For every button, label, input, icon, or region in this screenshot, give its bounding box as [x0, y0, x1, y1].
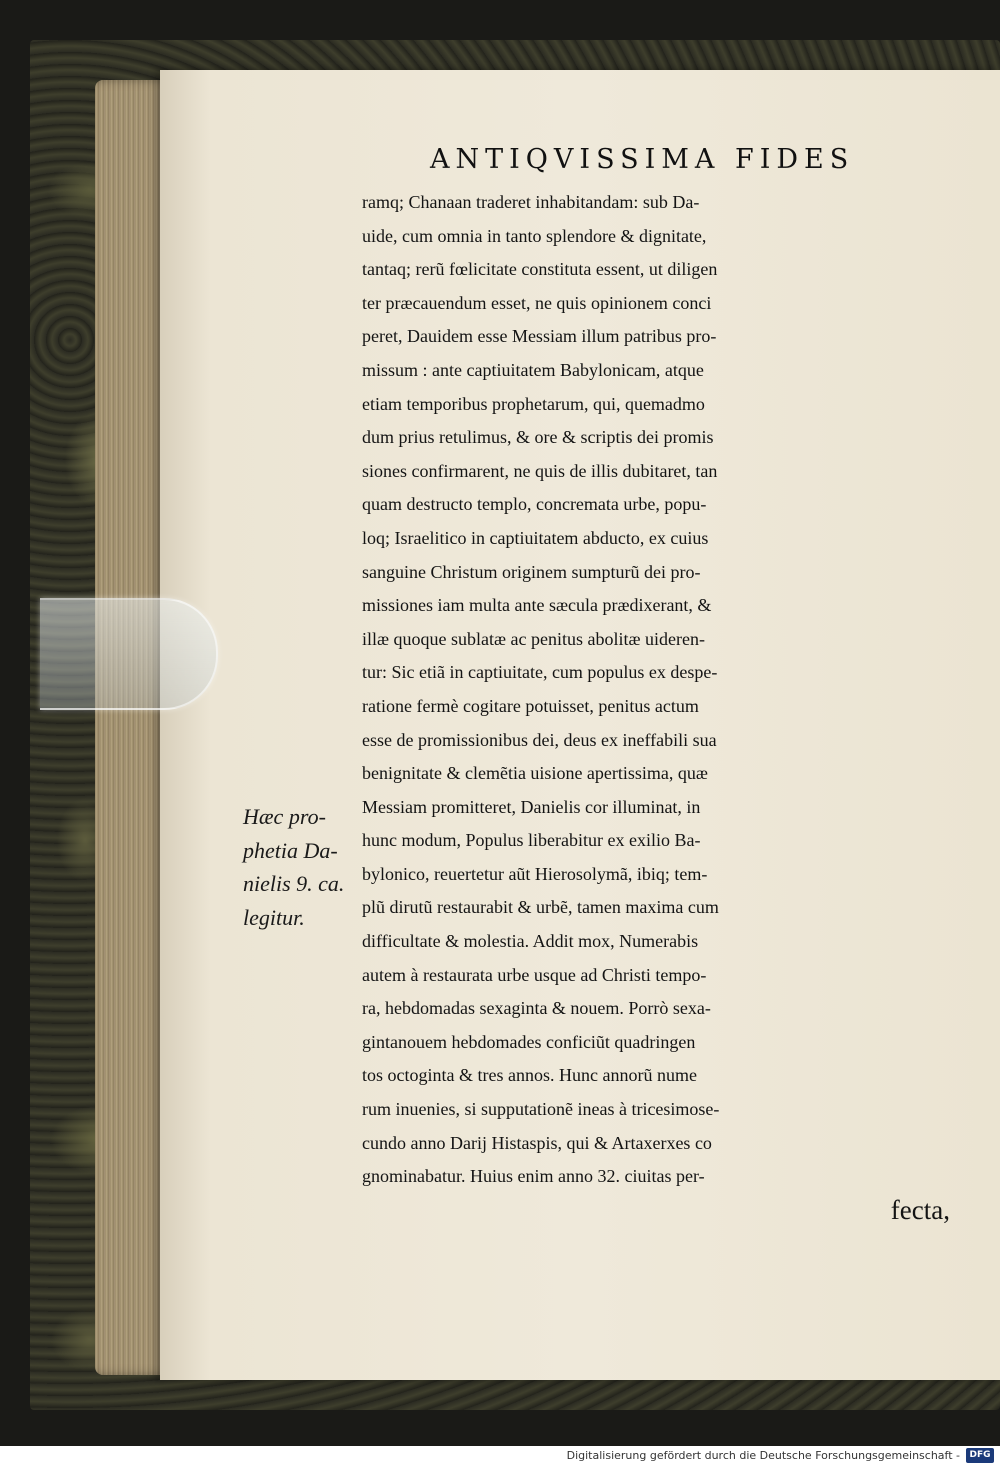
text-line: gintanouem hebdomades conficiũt quadringen [362, 1031, 696, 1052]
text-line: plũ dirutũ restaurabit & urbẽ, tamen maxima cum [362, 897, 719, 918]
text-line: uide, cum omnia in tanto splendore & dignitate, [362, 225, 707, 246]
footer-credit: Digitalisierung gefördert durch die Deutsche Forschungsgemeinschaft - [566, 1449, 960, 1462]
running-header: ANTIQVISSIMA FIDES [430, 144, 855, 175]
text-line: ratione fermè cogitare potuisset, penitus actum [362, 695, 699, 716]
margin-note-line: nielis 9. ca. [243, 871, 345, 897]
text-line: rum inuenies, si supputationẽ ineas à tricesimose- [362, 1099, 720, 1120]
text-line: dum prius retulimus, & ore & scriptis dei promis [362, 427, 714, 448]
text-line: Messiam promitteret, Danielis cor illuminat, in [362, 796, 701, 817]
text-line: peret, Dauidem esse Messiam illum patribus pro- [362, 326, 717, 347]
catchword: fecta, [890, 1194, 950, 1225]
text-line: cundo anno Darij Histaspis, qui & Artaxerxes co [362, 1132, 712, 1153]
dfg-logo: DFG [966, 1448, 994, 1463]
text-line: missiones iam multa ante sæcula prædixerant, & [362, 595, 712, 616]
text-line: loq; Israelitico in captiuitatem abducto, ex cuius [362, 527, 709, 548]
text-line: benignitate & clemẽtia uisione apertissima, quæ [362, 763, 708, 784]
text-line: ramq; Chanaan traderet inhabitandam: sub Da- [362, 192, 700, 212]
text-line: etiam temporibus prophetarum, qui, quemadmo [362, 393, 705, 414]
body-text [362, 186, 962, 1227]
text-line: ra, hebdomadas sexaginta & nouem. Porrò sexa- [362, 998, 711, 1019]
margin-note-line: Hæc pro- [243, 804, 326, 829]
text-line: siones confirmarent, ne quis de illis dubitaret, tan [362, 460, 718, 481]
margin-note-line: legitur. [243, 904, 305, 930]
book-clip [40, 598, 218, 710]
text-line: gnominabatur. Huius enim anno 32. ciuitas per- [362, 1166, 705, 1187]
text-line: esse de promissionibus dei, deus ex ineffabili sua [362, 729, 717, 750]
text-line: tur: Sic etiã in captiuitate, cum populus ex despe- [362, 662, 718, 683]
margin-note-line: phetia Da- [243, 837, 338, 863]
text-line: difficultate & molestia. Addit mox, Numerabis [362, 931, 699, 952]
text-line: tantaq; rerũ fœlicitate constituta essent, ut diligen [362, 259, 718, 280]
text-line: tos octoginta & tres annos. Hunc annorũ nume [362, 1065, 697, 1086]
text-line: hunc modum, Populus liberabitur ex exilio Ba- [362, 830, 701, 851]
text-line: sanguine Christum originem sumpturũ dei pro- [362, 561, 701, 582]
text-line: autem à restaurata urbe usque ad Christi tempo- [362, 964, 707, 985]
text-line: missum : ante captiuitatem Babylonicam, atque [362, 359, 704, 380]
footer-bar [0, 1446, 1000, 1466]
text-line: bylonico, reuertetur aũt Hierosolymã, ibiq; tem- [362, 863, 708, 884]
text-line: quam destructo templo, concremata urbe, popu- [362, 494, 707, 515]
margin-note [243, 800, 361, 934]
text-line: illæ quoque sublatæ ac penitus abolitæ uideren- [362, 628, 705, 649]
text-line: ter præcauendum esset, ne quis opinionem conci [362, 292, 712, 313]
